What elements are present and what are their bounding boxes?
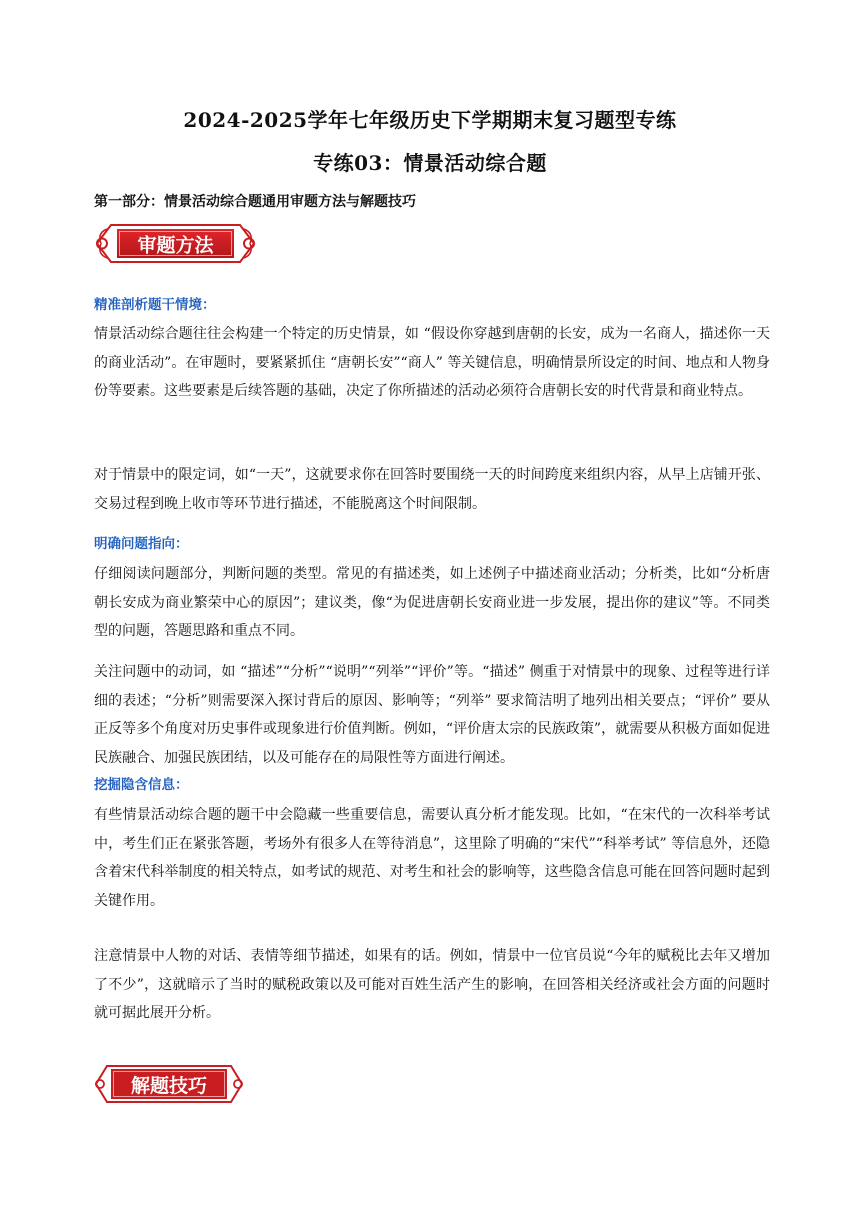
- method-banner: [93, 221, 258, 266]
- paragraph: 有些情景活动综合题的题干中会隐藏一些重要信息，需要认真分析才能发现。比如，“在宋代的一次科举考试中，考生们正在紧张答题，考场外有很多人在等待消息”，这里除了明确的“宋代”“科举考试” 等信息外，还隐含着宋代科举制度的相关特点，如考试的规范、对考生和社会的影响等，这些隐含信息可能在回答问题时起到关键作用。: [94, 807, 770, 909]
- skill-banner: [93, 1062, 245, 1106]
- paragraph: 仔细阅读问题部分，判断问题的类型。常见的有描述类，如上述例子中描述商业活动；分析类，比如“分析唐朝长安成为商业繁荣中心的原因”；建议类，像“为促进唐朝长安商业进一步发展，提出你的建议”等。不同类型的问题，答题思路和重点不同。: [94, 566, 770, 639]
- paragraph: 注意情景中人物的对话、表情等细节描述，如果有的话。例如，情景中一位官员说“今年的赋税比去年又增加了不少”，这就暗示了当时的赋税政策以及可能对百姓生活产生的影响，在回答相关经济或社会方面的问题时就可据此展开分析。: [94, 948, 770, 1021]
- section-heading: 明确问题指向：: [94, 536, 189, 552]
- method-banner-label: 审题方法: [137, 234, 214, 257]
- section-heading: 挖掘隐含信息：: [94, 777, 189, 793]
- paragraph: 关注问题中的动词，如 “描述”“分析”“说明”“列举”“评价”等。“描述” 侧重于对情景中的现象、过程等进行详细的表述；“分析”则需要深入探讨背后的原因、影响等；“列举” 要求简洁明了地列出相关要点；“评价” 要从正反等多个角度对历史事件或现象进行价值判断。例如，“评价唐太宗的民族政策”，就需要从积极方面如促进民族融合、加强民族团结，以及可能存在的局限性等方面进行阐述。: [94, 664, 770, 766]
- document-title: 2024-2025学年七年级历史下学期期末复习题型专练: [183, 108, 677, 132]
- paragraph: 情景活动综合题往往会构建一个特定的历史情景，如 “假设你穿越到唐朝的长安，成为一名商人，描述你一天的商业活动”。在审题时，要紧紧抓住 “唐朝长安”“商人” 等关键信息，明确情景所设定的时间、地点和人物身份等要素。这些要素是后续答题的基础，决定了你所描述的活动必须符合唐朝长安的时代背景和商业特点。: [94, 326, 770, 399]
- paragraph: 对于情景中的限定词，如“一天”，这就要求你在回答时要围绕一天的时间跨度来组织内容，从早上店铺开张、交易过程到晚上收市等环节进行描述，不能脱离这个时间限制。: [94, 467, 770, 512]
- document-subtitle: 专练03：情景活动综合题: [313, 151, 547, 175]
- skill-banner-label: 解题技巧: [130, 1075, 208, 1097]
- section-heading: 精准剖析题干情境：: [94, 297, 216, 313]
- part-one-heading: 第一部分：情景活动综合题通用审题方法与解题技巧: [94, 194, 416, 210]
